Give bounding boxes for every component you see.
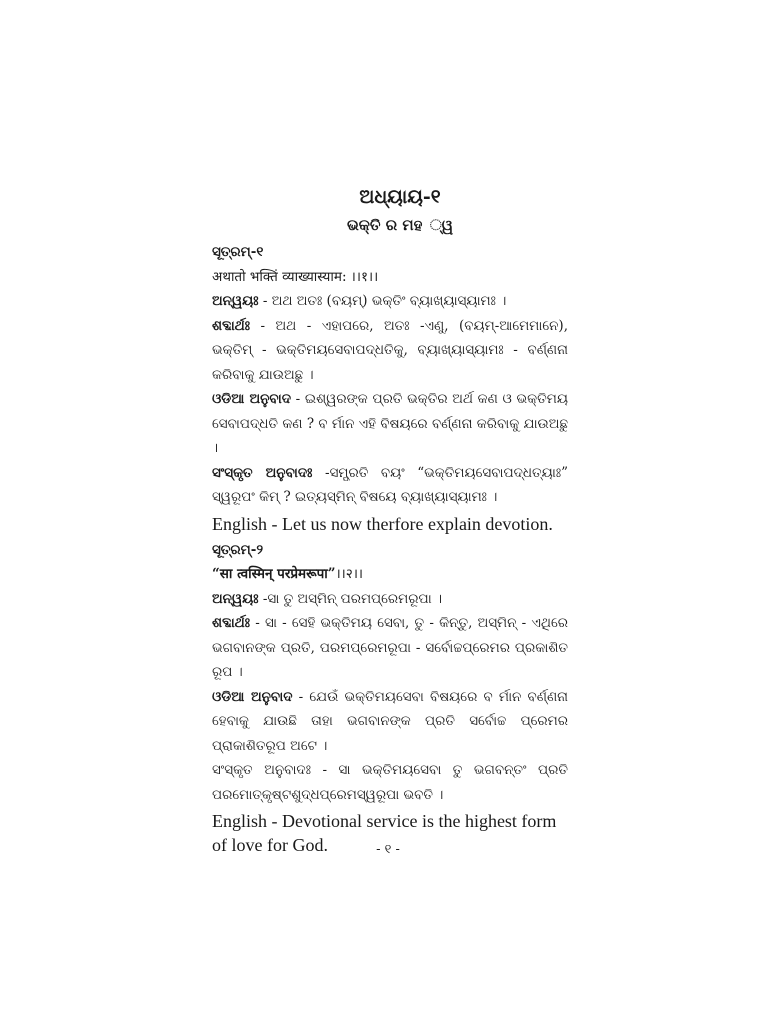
sutra-1-odia-translation: [212, 387, 568, 461]
sutra-1-english: English - Let us now therfore explain devotion.: [212, 513, 553, 534]
sutra-2-sanskrit-translation: [212, 758, 568, 807]
sutra-1-heading: ସୂତ୍ରମ୍-୧: [212, 244, 264, 260]
sutra-1-anvaya: [212, 289, 568, 314]
sanskrit-translation-label: ସଂସ୍କୃତ ଅନୁବାଦଃ: [212, 464, 313, 481]
anvaya-label: ଅନ୍ୱୟଃ: [212, 590, 259, 607]
sutra-2-odia-translation: [212, 685, 568, 759]
sutra-2-shabdartha: [212, 611, 568, 685]
page-content: [212, 182, 568, 859]
shabdartha-text: - ସା - ସେହି ଭକ୍ତିମୟ ସେବା, ତୁ - କିନ୍ତୁ, ଅସ୍ମିନ୍ - ଏଥିରେ ଭଗବାନଙ୍କ ପ୍ରତି, ପରମପ୍ରେମରୂପା - ସର୍ବୋଚ୍ଚପ୍ରେମର ପ୍ରକାଶିତ ରୂପ ।: [212, 615, 568, 680]
sutra-1-sanskrit-translation: [212, 461, 568, 510]
shabdartha-text: - ଅଥ - ଏହାପରେ, ଅତଃ -ଏଣୁ, (ବୟମ୍-ଆମେମାନେ), ଭକ୍ତିମ୍ - ଭକ୍ତିମୟସେବାପଦ୍ଧତିକୁ, ବ୍ୟାଖ୍ୟାସ୍ୟାମଃ - ବର୍ଣ୍ଣନା କରିବାକୁ ଯାଉଅଛୁ ।: [212, 317, 568, 383]
odia-translation-label: ଓଡିଆ ଅନୁବାଦ: [212, 391, 291, 407]
sanskrit-translation-text: - ସା ଭକ୍ତିମୟସେବା ତୁ ଭଗବନ୍ତଂ ପ୍ରତି ପରମୋତ୍କୃଷ୍ଟଶୁଦ୍ଧପ୍ରେମସ୍ୱରୂପା ଭବତି ।: [212, 762, 568, 803]
odia-translation-text: - ଇଶ୍ୱରଙ୍କ ପ୍ରତି ଭକ୍ତିର ଅର୍ଥ କଣ ଓ ଭକ୍ତିମୟ ସେବାପଦ୍ଧତି କଣ ? ବ ର୍ମାନ ଏହି ବିଷୟରେ ବର୍ଣ୍ଣନା କରିବାକୁ ଯାଉଅଛୁ ।: [212, 391, 568, 456]
odia-translation-label: ଓଡିଆ ଅନୁବାଦ: [212, 688, 293, 705]
chapter-title: ଅଧ୍ୟାୟ-୧: [359, 186, 441, 208]
anvaya-text: -ସା ତୁ ଅସ୍ମିନ୍ ପରମପ୍ରେମରୂପା ।: [258, 590, 443, 607]
chapter-subtitle: ଭକ୍ତି ର ମହ ୍ୱ: [346, 216, 454, 234]
sutra-1-sanskrit: अथातो भक्तिं व्याख्यास्याम: ।।१।।: [212, 268, 379, 285]
shabdartha-label: ଶବ୍ଦାର୍ଥଃ: [212, 317, 251, 334]
sanskrit-translation-text: -ସମ୍ପ୍ରତି ବୟଂ “ଭକ୍ତିମୟସେବାପଦ୍ଧତ୍ୟାଃ” ସ୍ୱରୂପଂ କିମ୍ ? ଇତ୍ୟସ୍ମିନ୍ ବିଷୟେ ବ୍ୟାଖ୍ୟାସ୍ୟାମଃ ।: [212, 464, 568, 505]
sutra-2-anvaya: [212, 587, 568, 612]
sutra-2-english: English - Devotional service is the highest form of love for God.: [212, 811, 557, 855]
page-number: - ୧ -: [376, 842, 400, 857]
anvaya-text: - ଅଥ ଅତଃ (ବୟମ୍) ଭକ୍ତିଂ ବ୍ୟାଖ୍ୟାସ୍ୟାମଃ ।: [258, 293, 507, 309]
sutra-1-shabdartha: [212, 314, 568, 388]
sutra-2-heading: ସୂତ୍ରମ୍-୨: [212, 541, 264, 558]
sanskrit-translation-label: ସଂସ୍କୃତ ଅନୁବାଦଃ: [212, 762, 311, 778]
shabdartha-label: ଶବ୍ଦାର୍ଥଃ: [212, 615, 251, 631]
anvaya-label: ଅନ୍ୱୟଃ: [212, 293, 259, 309]
odia-translation-text: - ଯେଉଁ ଭକ୍ତିମୟସେବା ବିଷୟରେ ବ ର୍ମାନ ବର୍ଣ୍ଣନା ହେବାକୁ ଯାଉଛି ତାହା ଭଗବାନଙ୍କ ପ୍ରତି ସର୍ବୋଚ୍ଚ ପ୍ରେମର ପ୍ରାକାଶିତରୂପ ଅଟେ ।: [212, 688, 568, 754]
sutra-2-sanskrit-quoted: “सा त्वस्मिन् परप्रेमरूपा”: [212, 566, 336, 582]
sutra-2-sanskrit: [212, 562, 568, 587]
sutra-2-sanskrit-suffix: ।।२।।: [335, 566, 364, 582]
